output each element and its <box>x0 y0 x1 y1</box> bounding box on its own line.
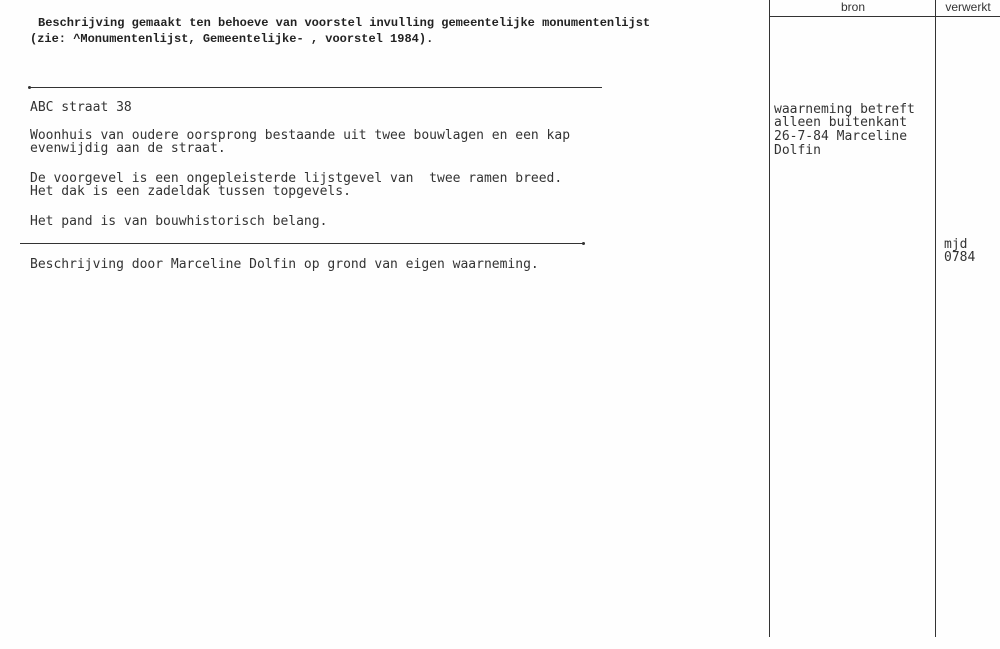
footer-separator-rule <box>20 243 584 244</box>
column-header-rule <box>770 16 1000 17</box>
paragraph-2-line-1: De voorgevel is een ongepleisterde lijstgevel van twee ramen breed. <box>30 171 563 186</box>
paragraph-3: Het pand is van bouwhistorisch belang. <box>30 214 328 229</box>
bron-note-line-2: alleen buitenkant <box>774 115 908 130</box>
header-line-1: Beschrijving gemaakt ten behoeve van voorstel invulling gemeentelijke monumentenlijst <box>38 16 651 30</box>
column-header-verwerkt: verwerkt <box>945 0 991 14</box>
bron-note-line-4: Dolfin <box>774 143 821 158</box>
rule-end-mark-right <box>582 242 585 245</box>
column-header-bron: bron <box>840 0 866 14</box>
header-separator-rule <box>30 87 602 88</box>
verwerkt-column-left-border <box>935 0 936 637</box>
paragraph-1-line-2: evenwijdig aan de straat. <box>30 141 226 156</box>
bron-note-line-1: waarneming betreft <box>774 102 915 117</box>
verwerkt-note-line-2: 0784 <box>944 250 976 265</box>
rule-end-mark <box>28 86 31 89</box>
address-line: ABC straat 38 <box>30 100 132 115</box>
header-line-2: (zie: ^Monumentenlijst, Gemeentelijke- , voorstel 1984). <box>30 32 434 46</box>
footer-attribution: Beschrijving door Marceline Dolfin op grond van eigen waarneming. <box>30 257 539 272</box>
bron-column-left-border <box>769 0 770 637</box>
paragraph-1-line-1: Woonhuis van oudere oorsprong bestaande uit twee bouwlagen en een kap <box>30 128 571 143</box>
paragraph-2-line-2: Het dak is een zadeldak tussen topgevels. <box>30 184 351 199</box>
bron-note-line-3: 26-7-84 Marceline <box>774 129 908 144</box>
verwerkt-note-line-1: mjd <box>944 237 968 252</box>
